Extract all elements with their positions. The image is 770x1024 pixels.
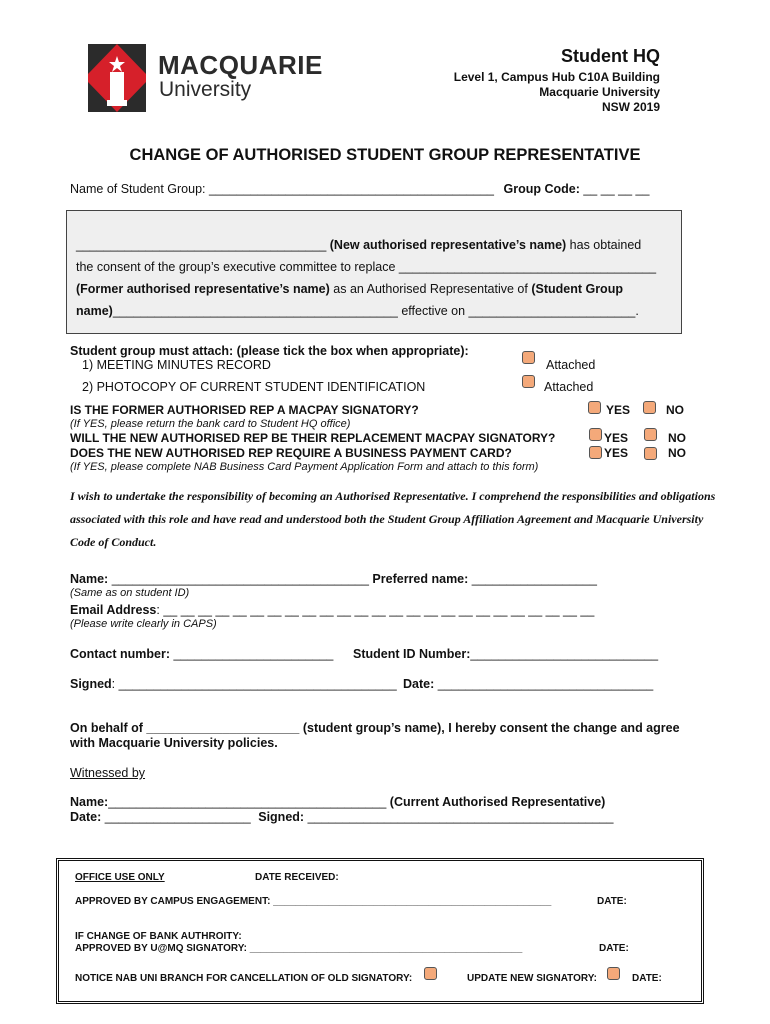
declaration-line-2: associated with this role and have read and understood both the Student Group Affiliation Agreement and Macquarie University <box>70 512 704 526</box>
student-id-blank: ___________________________ <box>470 647 659 661</box>
approved-umq-signatory[interactable]: APPROVED BY U@MQ SIGNATORY: _________________________________________________ <box>75 943 523 954</box>
question-3: DOES THE NEW AUTHORISED REP REQUIRE A BUSINESS PAYMENT CARD? <box>70 446 512 460</box>
witness-name-field[interactable] <box>70 795 605 809</box>
name-label: Name: <box>70 572 109 586</box>
date-blank: _______________________________ <box>437 677 654 691</box>
witness-signed-blank: ____________________________________________ <box>307 810 614 824</box>
new-rep-blank: ____________________________________ <box>76 238 327 252</box>
witness-name-label: Name: <box>70 795 109 809</box>
notice-nab-checkbox[interactable] <box>424 967 437 980</box>
update-signatory-label: UPDATE NEW SIGNATORY: <box>467 973 597 984</box>
email-field[interactable] <box>70 603 594 617</box>
signed-field[interactable] <box>70 677 397 691</box>
student-group-label: (Student Group <box>531 282 623 296</box>
attached-label-1: Attached <box>546 358 596 372</box>
group-code-label: Group Code: <box>503 182 580 196</box>
q3-no-label: NO <box>668 446 686 460</box>
email-label: Email Address <box>70 603 157 617</box>
question-1: IS THE FORMER AUTHORISED REP A MACPAY SIGNATORY? <box>70 403 419 417</box>
form-title: CHANGE OF AUTHORISED STUDENT GROUP REPRESENTATIVE <box>129 146 641 164</box>
behalf-line-2: with Macquarie University policies. <box>70 736 278 750</box>
bank-authority-label: IF CHANGE OF BANK AUTHROITY: <box>75 931 242 942</box>
witness-name-blank: ________________________________________ <box>108 795 387 809</box>
q3-yes-label: YES <box>604 446 629 460</box>
group-code-blanks: __ __ __ __ <box>583 182 650 196</box>
q2-no-checkbox[interactable] <box>644 428 657 441</box>
witness-role: (Current Authorised Representative) <box>389 795 606 809</box>
question-3-note: (If YES, please complete NAB Business Card Payment Application Form and attach to this form) <box>70 461 539 473</box>
student-id-label: Student ID Number: <box>353 647 471 661</box>
contact-label: Contact number: <box>70 647 170 661</box>
office-address-2: Macquarie University <box>539 85 660 99</box>
contact-blank: _______________________ <box>173 647 334 661</box>
witness-date-label: Date: <box>70 810 102 824</box>
consent-line-3 <box>76 282 623 296</box>
consent-text-3: as an Authorised Representative of <box>329 282 532 296</box>
date-field[interactable] <box>403 677 653 691</box>
preferred-name-blank: __________________ <box>471 572 597 586</box>
logo-shield-icon <box>88 44 146 112</box>
behalf-blank: ______________________ <box>146 721 300 735</box>
office-use-only: OFFICE USE ONLY <box>75 872 165 883</box>
logo-brand: MACQUARIE <box>158 50 323 80</box>
group-name-label: Name of Student Group: _________________________________________ <box>70 182 494 196</box>
office-address-3: NSW 2019 <box>601 100 660 114</box>
name-note: (Same as on student ID) <box>70 587 190 599</box>
office-address-1: Level 1, Campus Hub C10A Building <box>453 70 660 84</box>
attach-item-2: 2) PHOTOCOPY OF CURRENT STUDENT IDENTIFICATION <box>82 380 426 394</box>
witness-heading: Witnessed by <box>70 766 146 780</box>
preferred-name-label: Preferred name: <box>372 572 469 586</box>
former-rep-label: (Former authorised representative’s name) <box>76 282 330 296</box>
date-received-label: DATE RECEIVED: <box>255 872 339 883</box>
witness-date-field[interactable] <box>70 810 613 824</box>
behalf-line-1[interactable] <box>70 721 680 735</box>
witness-date-blank: _____________________ <box>104 810 251 824</box>
q2-yes-label: YES <box>604 431 629 445</box>
consent-line-4[interactable] <box>76 304 639 318</box>
q1-yes-checkbox[interactable] <box>588 401 601 414</box>
signed-label: Signed <box>70 677 112 691</box>
group-name-label-2: name) <box>76 304 113 318</box>
email-blank: : __ __ __ __ __ __ __ __ __ __ __ __ __ __ __ __ __ __ __ __ __ __ __ __ __ <box>156 603 595 617</box>
approved-ce-date: DATE: <box>597 896 627 907</box>
group-name-field[interactable] <box>70 182 649 196</box>
consent-line-1[interactable] <box>76 238 641 252</box>
update-signatory-checkbox[interactable] <box>607 967 620 980</box>
attached-label-2: Attached <box>544 380 594 394</box>
new-rep-label: (New authorised representative’s name) <box>329 238 567 252</box>
declaration-line-1: I wish to undertake the responsibility of becoming an Authorised Representative. I comprehend the responsibilities and obligations <box>70 489 716 503</box>
name-blank: _____________________________________ <box>111 572 369 586</box>
effective-date-blank: _________________________________________ effective on ________________________. <box>112 304 639 318</box>
contact-number-field[interactable] <box>70 647 333 661</box>
office-title: Student HQ <box>561 46 660 66</box>
consent-line-2[interactable]: the consent of the group’s executive committee to replace _____________________________________ <box>76 260 657 274</box>
student-id-field[interactable] <box>353 647 658 661</box>
declaration-line-3: Code of Conduct. <box>70 535 157 549</box>
behalf-label: On behalf of <box>70 721 143 735</box>
email-note: (Please write clearly in CAPS) <box>70 618 217 630</box>
date-label: Date: <box>403 677 435 691</box>
update-signatory-date: DATE: <box>632 973 662 984</box>
q1-no-label: NO <box>666 403 684 417</box>
signed-blank: : ________________________________________ <box>111 677 397 691</box>
attach-checkbox-1[interactable] <box>522 351 535 364</box>
q2-no-label: NO <box>668 431 686 445</box>
question-1-note: (If YES, please return the bank card to Student HQ office) <box>70 418 351 430</box>
attach-heading: Student group must attach: (please tick the box when appropriate): <box>70 344 469 358</box>
q2-yes-checkbox[interactable] <box>589 428 602 441</box>
university-logo <box>88 44 323 114</box>
attach-checkbox-2[interactable] <box>522 375 535 388</box>
applicant-name-field[interactable] <box>70 572 597 586</box>
witness-signed-label: Signed: <box>258 810 305 824</box>
approved-umq-date: DATE: <box>599 943 629 954</box>
logo-sub: University <box>159 78 252 101</box>
consent-text-1: has obtained <box>566 238 642 252</box>
attach-item-1: 1) MEETING MINUTES RECORD <box>82 358 271 372</box>
q1-yes-label: YES <box>606 403 631 417</box>
approved-campus-engagement[interactable]: APPROVED BY CAMPUS ENGAGEMENT: __________________________________________________ <box>75 896 552 907</box>
q3-yes-checkbox[interactable] <box>589 446 602 459</box>
behalf-text: (student group’s name), I hereby consent the change and agree <box>302 721 680 735</box>
question-2: WILL THE NEW AUTHORISED REP BE THEIR REPLACEMENT MACPAY SIGNATORY? <box>70 431 556 445</box>
q3-no-checkbox[interactable] <box>644 447 657 460</box>
q1-no-checkbox[interactable] <box>643 401 656 414</box>
notice-nab-label: NOTICE NAB UNI BRANCH FOR CANCELLATION OF OLD SIGNATORY: <box>75 973 413 984</box>
